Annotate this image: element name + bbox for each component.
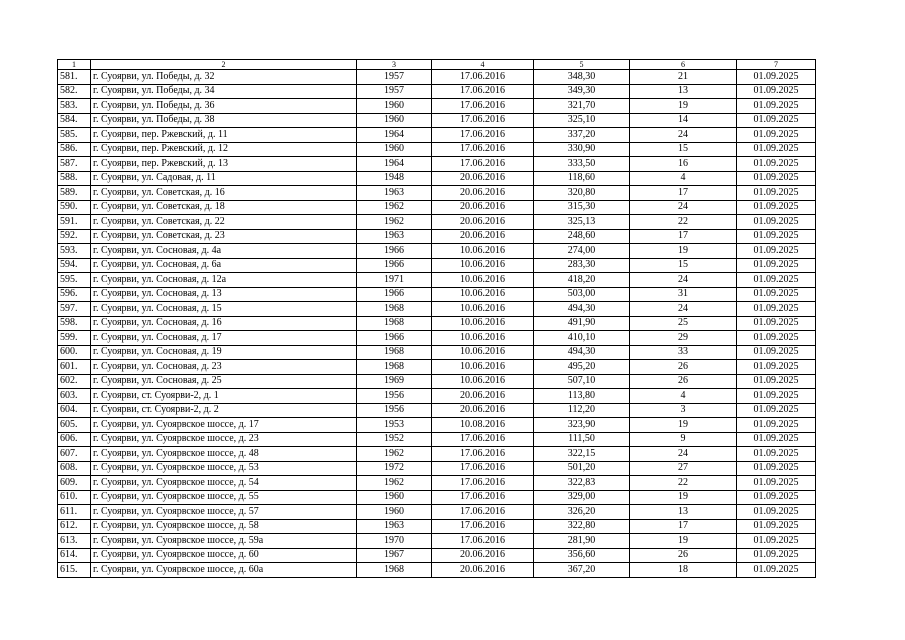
cell-row-number: 584. bbox=[58, 113, 91, 128]
table-row bbox=[58, 171, 816, 186]
cell-row-number: 610. bbox=[58, 490, 91, 505]
cell-year-built: 1962 bbox=[357, 447, 432, 462]
cell-date: 20.06.2016 bbox=[432, 548, 534, 563]
cell-count: 22 bbox=[630, 476, 737, 491]
cell-row-number: 607. bbox=[58, 447, 91, 462]
table-row bbox=[58, 215, 816, 230]
cell-address: г. Суоярви, ул. Советская, д. 23 bbox=[91, 229, 357, 244]
cell-count: 3 bbox=[630, 403, 737, 418]
cell-address: г. Суоярви, ул. Суоярвское шоссе, д. 59а bbox=[91, 534, 357, 549]
cell-row-number: 591. bbox=[58, 215, 91, 230]
table-row bbox=[58, 316, 816, 331]
cell-date: 17.06.2016 bbox=[432, 113, 534, 128]
cell-address: г. Суоярви, ул. Сосновая, д. 16 bbox=[91, 316, 357, 331]
table-row bbox=[58, 128, 816, 143]
cell-year-built: 1968 bbox=[357, 360, 432, 375]
cell-address: г. Суоярви, ул. Суоярвское шоссе, д. 23 bbox=[91, 432, 357, 447]
cell-address: г. Суоярви, ул. Суоярвское шоссе, д. 60 bbox=[91, 548, 357, 563]
cell-area: 111,50 bbox=[534, 432, 630, 447]
cell-area: 118,60 bbox=[534, 171, 630, 186]
cell-address: г. Суоярви, ул. Суоярвское шоссе, д. 48 bbox=[91, 447, 357, 462]
table-row bbox=[58, 99, 816, 114]
cell-year-built: 1971 bbox=[357, 273, 432, 288]
cell-address: г. Суоярви, ул. Победы, д. 36 bbox=[91, 99, 357, 114]
table-row bbox=[58, 418, 816, 433]
cell-date: 17.06.2016 bbox=[432, 70, 534, 85]
table-row bbox=[58, 157, 816, 172]
cell-area: 281,90 bbox=[534, 534, 630, 549]
cell-address: г. Суоярви, ст. Суоярви-2, д. 2 bbox=[91, 403, 357, 418]
cell-year-built: 1966 bbox=[357, 258, 432, 273]
cell-year-built: 1962 bbox=[357, 200, 432, 215]
cell-count: 29 bbox=[630, 331, 737, 346]
cell-date: 20.06.2016 bbox=[432, 215, 534, 230]
cell-year-built: 1957 bbox=[357, 84, 432, 99]
cell-date: 10.06.2016 bbox=[432, 244, 534, 259]
cell-area: 491,90 bbox=[534, 316, 630, 331]
cell-area: 330,90 bbox=[534, 142, 630, 157]
cell-row-number: 611. bbox=[58, 505, 91, 520]
cell-deadline-date: 01.09.2025 bbox=[737, 490, 816, 505]
housing-register-table bbox=[57, 59, 816, 578]
cell-row-number: 598. bbox=[58, 316, 91, 331]
cell-address: г. Суоярви, ул. Суоярвское шоссе, д. 57 bbox=[91, 505, 357, 520]
cell-year-built: 1960 bbox=[357, 490, 432, 505]
cell-year-built: 1960 bbox=[357, 99, 432, 114]
cell-date: 10.06.2016 bbox=[432, 258, 534, 273]
cell-year-built: 1966 bbox=[357, 244, 432, 259]
column-header-4: 4 bbox=[432, 60, 534, 70]
cell-year-built: 1963 bbox=[357, 186, 432, 201]
cell-address: г. Суоярви, ул. Суоярвское шоссе, д. 60а bbox=[91, 563, 357, 578]
cell-count: 4 bbox=[630, 171, 737, 186]
cell-date: 17.06.2016 bbox=[432, 476, 534, 491]
cell-date: 20.06.2016 bbox=[432, 403, 534, 418]
cell-count: 16 bbox=[630, 157, 737, 172]
cell-count: 15 bbox=[630, 142, 737, 157]
cell-area: 113,80 bbox=[534, 389, 630, 404]
cell-area: 356,60 bbox=[534, 548, 630, 563]
cell-year-built: 1969 bbox=[357, 374, 432, 389]
cell-deadline-date: 01.09.2025 bbox=[737, 563, 816, 578]
cell-count: 21 bbox=[630, 70, 737, 85]
cell-address: г. Суоярви, ул. Суоярвское шоссе, д. 58 bbox=[91, 519, 357, 534]
cell-deadline-date: 01.09.2025 bbox=[737, 389, 816, 404]
cell-area: 322,15 bbox=[534, 447, 630, 462]
cell-address: г. Суоярви, ул. Советская, д. 22 bbox=[91, 215, 357, 230]
table-row bbox=[58, 70, 816, 85]
cell-deadline-date: 01.09.2025 bbox=[737, 447, 816, 462]
cell-date: 17.06.2016 bbox=[432, 128, 534, 143]
cell-address: г. Суоярви, ул. Сосновая, д. 13 bbox=[91, 287, 357, 302]
cell-deadline-date: 01.09.2025 bbox=[737, 171, 816, 186]
cell-row-number: 605. bbox=[58, 418, 91, 433]
cell-deadline-date: 01.09.2025 bbox=[737, 403, 816, 418]
cell-count: 18 bbox=[630, 563, 737, 578]
cell-count: 17 bbox=[630, 519, 737, 534]
cell-date: 17.06.2016 bbox=[432, 84, 534, 99]
cell-deadline-date: 01.09.2025 bbox=[737, 345, 816, 360]
table-body bbox=[58, 70, 816, 578]
cell-area: 494,30 bbox=[534, 302, 630, 317]
table-row bbox=[58, 563, 816, 578]
cell-row-number: 612. bbox=[58, 519, 91, 534]
cell-row-number: 582. bbox=[58, 84, 91, 99]
cell-count: 22 bbox=[630, 215, 737, 230]
cell-row-number: 592. bbox=[58, 229, 91, 244]
cell-area: 112,20 bbox=[534, 403, 630, 418]
cell-count: 9 bbox=[630, 432, 737, 447]
cell-deadline-date: 01.09.2025 bbox=[737, 215, 816, 230]
cell-date: 20.06.2016 bbox=[432, 171, 534, 186]
table-header bbox=[58, 60, 816, 70]
cell-deadline-date: 01.09.2025 bbox=[737, 302, 816, 317]
cell-count: 27 bbox=[630, 461, 737, 476]
cell-date: 20.06.2016 bbox=[432, 200, 534, 215]
cell-count: 17 bbox=[630, 186, 737, 201]
table-row bbox=[58, 244, 816, 259]
table-header-row bbox=[58, 60, 816, 70]
cell-year-built: 1963 bbox=[357, 519, 432, 534]
table-row bbox=[58, 389, 816, 404]
cell-count: 24 bbox=[630, 200, 737, 215]
cell-count: 19 bbox=[630, 534, 737, 549]
cell-count: 13 bbox=[630, 505, 737, 520]
table-row bbox=[58, 534, 816, 549]
cell-year-built: 1964 bbox=[357, 128, 432, 143]
cell-row-number: 614. bbox=[58, 548, 91, 563]
cell-area: 495,20 bbox=[534, 360, 630, 375]
cell-date: 10.06.2016 bbox=[432, 302, 534, 317]
cell-address: г. Суоярви, ул. Сосновая, д. 19 bbox=[91, 345, 357, 360]
column-header-5: 5 bbox=[534, 60, 630, 70]
cell-count: 15 bbox=[630, 258, 737, 273]
cell-year-built: 1962 bbox=[357, 476, 432, 491]
cell-address: г. Суоярви, ул. Суоярвское шоссе, д. 54 bbox=[91, 476, 357, 491]
cell-count: 26 bbox=[630, 374, 737, 389]
cell-address: г. Суоярви, ул. Суоярвское шоссе, д. 53 bbox=[91, 461, 357, 476]
cell-address: г. Суоярви, пер. Ржевский, д. 11 bbox=[91, 128, 357, 143]
cell-year-built: 1953 bbox=[357, 418, 432, 433]
cell-deadline-date: 01.09.2025 bbox=[737, 244, 816, 259]
cell-year-built: 1968 bbox=[357, 563, 432, 578]
cell-date: 10.06.2016 bbox=[432, 345, 534, 360]
table-row bbox=[58, 186, 816, 201]
cell-deadline-date: 01.09.2025 bbox=[737, 128, 816, 143]
cell-area: 329,00 bbox=[534, 490, 630, 505]
cell-address: г. Суоярви, ул. Советская, д. 16 bbox=[91, 186, 357, 201]
cell-address: г. Суоярви, ул. Суоярвское шоссе, д. 55 bbox=[91, 490, 357, 505]
table-row bbox=[58, 447, 816, 462]
table-row bbox=[58, 360, 816, 375]
cell-year-built: 1956 bbox=[357, 403, 432, 418]
cell-date: 17.06.2016 bbox=[432, 505, 534, 520]
cell-row-number: 597. bbox=[58, 302, 91, 317]
cell-row-number: 595. bbox=[58, 273, 91, 288]
cell-area: 503,00 bbox=[534, 287, 630, 302]
cell-area: 326,20 bbox=[534, 505, 630, 520]
cell-count: 13 bbox=[630, 84, 737, 99]
cell-area: 322,80 bbox=[534, 519, 630, 534]
cell-count: 24 bbox=[630, 302, 737, 317]
cell-area: 325,10 bbox=[534, 113, 630, 128]
cell-date: 17.06.2016 bbox=[432, 490, 534, 505]
cell-area: 367,20 bbox=[534, 563, 630, 578]
cell-deadline-date: 01.09.2025 bbox=[737, 142, 816, 157]
cell-area: 494,30 bbox=[534, 345, 630, 360]
cell-area: 337,20 bbox=[534, 128, 630, 143]
cell-year-built: 1952 bbox=[357, 432, 432, 447]
cell-row-number: 588. bbox=[58, 171, 91, 186]
cell-deadline-date: 01.09.2025 bbox=[737, 99, 816, 114]
cell-year-built: 1964 bbox=[357, 157, 432, 172]
column-header-3: 3 bbox=[357, 60, 432, 70]
cell-area: 323,90 bbox=[534, 418, 630, 433]
cell-address: г. Суоярви, ул. Советская, д. 18 bbox=[91, 200, 357, 215]
table-row bbox=[58, 548, 816, 563]
cell-deadline-date: 01.09.2025 bbox=[737, 505, 816, 520]
table-row bbox=[58, 519, 816, 534]
cell-date: 17.06.2016 bbox=[432, 432, 534, 447]
cell-count: 17 bbox=[630, 229, 737, 244]
cell-year-built: 1960 bbox=[357, 142, 432, 157]
cell-year-built: 1968 bbox=[357, 316, 432, 331]
cell-area: 501,20 bbox=[534, 461, 630, 476]
cell-address: г. Суоярви, ул. Сосновая, д. 12а bbox=[91, 273, 357, 288]
cell-deadline-date: 01.09.2025 bbox=[737, 534, 816, 549]
cell-deadline-date: 01.09.2025 bbox=[737, 316, 816, 331]
cell-year-built: 1960 bbox=[357, 505, 432, 520]
cell-year-built: 1972 bbox=[357, 461, 432, 476]
cell-date: 10.06.2016 bbox=[432, 316, 534, 331]
cell-date: 17.06.2016 bbox=[432, 461, 534, 476]
cell-row-number: 613. bbox=[58, 534, 91, 549]
cell-deadline-date: 01.09.2025 bbox=[737, 461, 816, 476]
cell-address: г. Суоярви, ул. Садовая, д. 11 bbox=[91, 171, 357, 186]
cell-row-number: 594. bbox=[58, 258, 91, 273]
cell-date: 20.06.2016 bbox=[432, 389, 534, 404]
cell-area: 410,10 bbox=[534, 331, 630, 346]
table-row bbox=[58, 476, 816, 491]
table-row bbox=[58, 84, 816, 99]
cell-area: 333,50 bbox=[534, 157, 630, 172]
cell-count: 19 bbox=[630, 99, 737, 114]
cell-count: 14 bbox=[630, 113, 737, 128]
cell-area: 322,83 bbox=[534, 476, 630, 491]
cell-area: 349,30 bbox=[534, 84, 630, 99]
cell-date: 10.06.2016 bbox=[432, 360, 534, 375]
cell-area: 321,70 bbox=[534, 99, 630, 114]
cell-year-built: 1957 bbox=[357, 70, 432, 85]
cell-row-number: 587. bbox=[58, 157, 91, 172]
cell-year-built: 1967 bbox=[357, 548, 432, 563]
cell-row-number: 604. bbox=[58, 403, 91, 418]
table-row bbox=[58, 403, 816, 418]
cell-deadline-date: 01.09.2025 bbox=[737, 70, 816, 85]
cell-area: 274,00 bbox=[534, 244, 630, 259]
cell-deadline-date: 01.09.2025 bbox=[737, 360, 816, 375]
cell-deadline-date: 01.09.2025 bbox=[737, 331, 816, 346]
cell-area: 283,30 bbox=[534, 258, 630, 273]
cell-year-built: 1970 bbox=[357, 534, 432, 549]
table-row bbox=[58, 331, 816, 346]
cell-address: г. Суоярви, ул. Сосновая, д. 15 bbox=[91, 302, 357, 317]
cell-deadline-date: 01.09.2025 bbox=[737, 157, 816, 172]
cell-date: 10.06.2016 bbox=[432, 287, 534, 302]
table-row bbox=[58, 273, 816, 288]
cell-date: 17.06.2016 bbox=[432, 157, 534, 172]
column-header-1: 1 bbox=[58, 60, 91, 70]
cell-deadline-date: 01.09.2025 bbox=[737, 287, 816, 302]
cell-address: г. Суоярви, ул. Сосновая, д. 17 bbox=[91, 331, 357, 346]
cell-address: г. Суоярви, ул. Победы, д. 38 bbox=[91, 113, 357, 128]
cell-deadline-date: 01.09.2025 bbox=[737, 84, 816, 99]
cell-deadline-date: 01.09.2025 bbox=[737, 418, 816, 433]
cell-address: г. Суоярви, ул. Сосновая, д. 25 bbox=[91, 374, 357, 389]
cell-deadline-date: 01.09.2025 bbox=[737, 432, 816, 447]
cell-deadline-date: 01.09.2025 bbox=[737, 548, 816, 563]
cell-date: 20.06.2016 bbox=[432, 186, 534, 201]
cell-date: 17.06.2016 bbox=[432, 99, 534, 114]
cell-deadline-date: 01.09.2025 bbox=[737, 519, 816, 534]
cell-count: 24 bbox=[630, 447, 737, 462]
table-row bbox=[58, 461, 816, 476]
cell-date: 10.06.2016 bbox=[432, 331, 534, 346]
cell-deadline-date: 01.09.2025 bbox=[737, 476, 816, 491]
cell-count: 4 bbox=[630, 389, 737, 404]
cell-row-number: 615. bbox=[58, 563, 91, 578]
cell-date: 10.06.2016 bbox=[432, 374, 534, 389]
table-row bbox=[58, 142, 816, 157]
cell-row-number: 586. bbox=[58, 142, 91, 157]
table-row bbox=[58, 200, 816, 215]
cell-count: 19 bbox=[630, 244, 737, 259]
cell-row-number: 585. bbox=[58, 128, 91, 143]
cell-count: 24 bbox=[630, 128, 737, 143]
cell-address: г. Суоярви, ул. Сосновая, д. 6а bbox=[91, 258, 357, 273]
cell-row-number: 581. bbox=[58, 70, 91, 85]
cell-row-number: 600. bbox=[58, 345, 91, 360]
column-header-6: 6 bbox=[630, 60, 737, 70]
cell-area: 315,30 bbox=[534, 200, 630, 215]
cell-row-number: 602. bbox=[58, 374, 91, 389]
cell-row-number: 599. bbox=[58, 331, 91, 346]
cell-year-built: 1966 bbox=[357, 287, 432, 302]
cell-area: 325,13 bbox=[534, 215, 630, 230]
cell-address: г. Суоярви, ул. Суоярвское шоссе, д. 17 bbox=[91, 418, 357, 433]
cell-area: 507,10 bbox=[534, 374, 630, 389]
cell-year-built: 1966 bbox=[357, 331, 432, 346]
cell-count: 26 bbox=[630, 548, 737, 563]
cell-year-built: 1948 bbox=[357, 171, 432, 186]
cell-deadline-date: 01.09.2025 bbox=[737, 186, 816, 201]
cell-row-number: 608. bbox=[58, 461, 91, 476]
table-row bbox=[58, 345, 816, 360]
cell-deadline-date: 01.09.2025 bbox=[737, 374, 816, 389]
cell-date: 20.06.2016 bbox=[432, 563, 534, 578]
cell-deadline-date: 01.09.2025 bbox=[737, 258, 816, 273]
cell-date: 17.06.2016 bbox=[432, 534, 534, 549]
cell-deadline-date: 01.09.2025 bbox=[737, 229, 816, 244]
cell-deadline-date: 01.09.2025 bbox=[737, 200, 816, 215]
table-row bbox=[58, 113, 816, 128]
cell-address: г. Суоярви, ст. Суоярви-2, д. 1 bbox=[91, 389, 357, 404]
cell-deadline-date: 01.09.2025 bbox=[737, 273, 816, 288]
cell-row-number: 593. bbox=[58, 244, 91, 259]
table-row bbox=[58, 287, 816, 302]
cell-area: 348,30 bbox=[534, 70, 630, 85]
cell-address: г. Суоярви, ул. Победы, д. 32 bbox=[91, 70, 357, 85]
table-row bbox=[58, 229, 816, 244]
cell-date: 10.06.2016 bbox=[432, 273, 534, 288]
cell-year-built: 1968 bbox=[357, 302, 432, 317]
cell-row-number: 606. bbox=[58, 432, 91, 447]
cell-count: 19 bbox=[630, 418, 737, 433]
cell-area: 418,20 bbox=[534, 273, 630, 288]
cell-row-number: 603. bbox=[58, 389, 91, 404]
column-header-2: 2 bbox=[91, 60, 357, 70]
cell-date: 10.08.2016 bbox=[432, 418, 534, 433]
table-row bbox=[58, 505, 816, 520]
cell-row-number: 589. bbox=[58, 186, 91, 201]
cell-deadline-date: 01.09.2025 bbox=[737, 113, 816, 128]
cell-area: 248,60 bbox=[534, 229, 630, 244]
table-row bbox=[58, 302, 816, 317]
cell-date: 17.06.2016 bbox=[432, 447, 534, 462]
table-row bbox=[58, 432, 816, 447]
cell-date: 20.06.2016 bbox=[432, 229, 534, 244]
cell-year-built: 1962 bbox=[357, 215, 432, 230]
cell-area: 320,80 bbox=[534, 186, 630, 201]
cell-row-number: 583. bbox=[58, 99, 91, 114]
cell-address: г. Суоярви, ул. Сосновая, д. 4а bbox=[91, 244, 357, 259]
cell-count: 33 bbox=[630, 345, 737, 360]
table-row bbox=[58, 490, 816, 505]
cell-date: 17.06.2016 bbox=[432, 519, 534, 534]
cell-row-number: 590. bbox=[58, 200, 91, 215]
cell-count: 31 bbox=[630, 287, 737, 302]
column-header-7: 7 bbox=[737, 60, 816, 70]
cell-year-built: 1956 bbox=[357, 389, 432, 404]
cell-count: 25 bbox=[630, 316, 737, 331]
cell-address: г. Суоярви, ул. Сосновая, д. 23 bbox=[91, 360, 357, 375]
cell-address: г. Суоярви, пер. Ржевский, д. 12 bbox=[91, 142, 357, 157]
cell-year-built: 1960 bbox=[357, 113, 432, 128]
cell-address: г. Суоярви, пер. Ржевский, д. 13 bbox=[91, 157, 357, 172]
table-row bbox=[58, 258, 816, 273]
cell-count: 26 bbox=[630, 360, 737, 375]
cell-row-number: 596. bbox=[58, 287, 91, 302]
cell-year-built: 1963 bbox=[357, 229, 432, 244]
cell-row-number: 609. bbox=[58, 476, 91, 491]
cell-count: 24 bbox=[630, 273, 737, 288]
cell-row-number: 601. bbox=[58, 360, 91, 375]
table-row bbox=[58, 374, 816, 389]
cell-date: 17.06.2016 bbox=[432, 142, 534, 157]
cell-year-built: 1968 bbox=[357, 345, 432, 360]
cell-count: 19 bbox=[630, 490, 737, 505]
cell-address: г. Суоярви, ул. Победы, д. 34 bbox=[91, 84, 357, 99]
